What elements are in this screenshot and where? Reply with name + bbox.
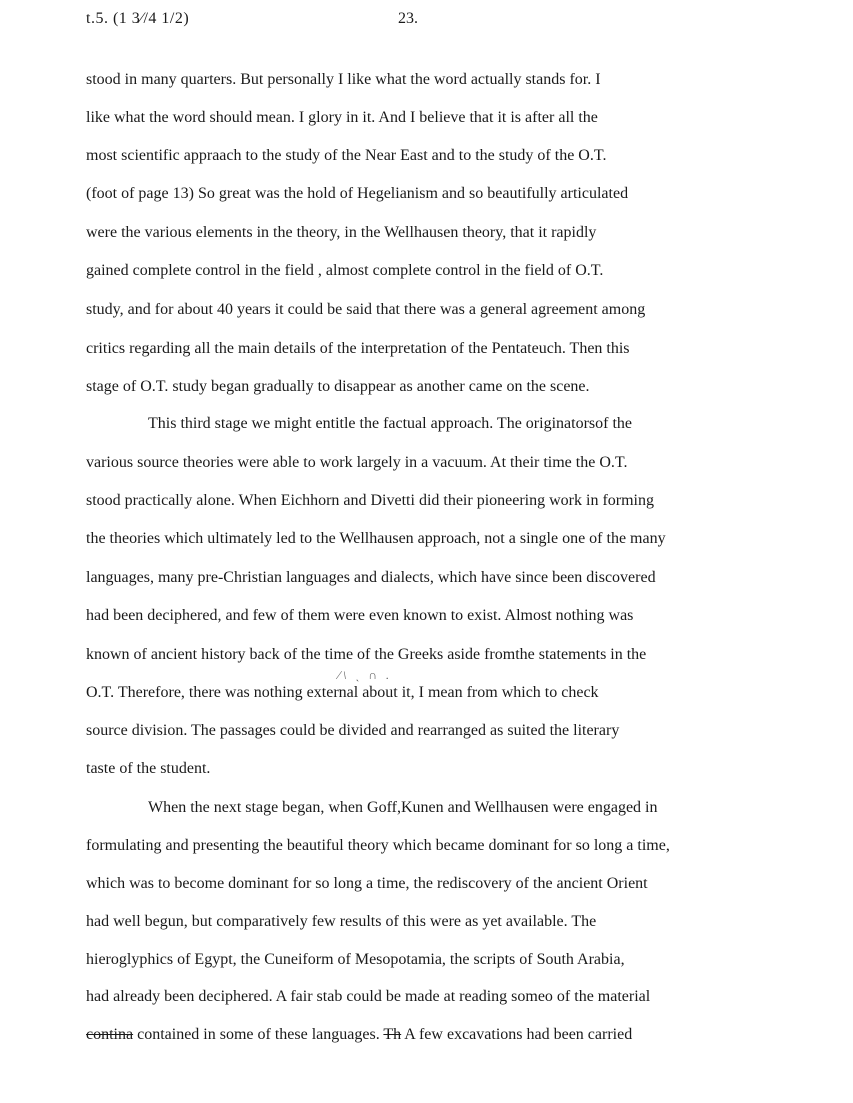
text-line: This third stage we might entitle the factual approach. The originatorsof the <box>148 415 632 432</box>
text-line: gained complete control in the field , almost complete control in the field of O.T. <box>86 262 604 279</box>
text-line: stood in many quarters. But personally I like what the word actually stands for. I <box>86 71 601 88</box>
text-line-last <box>86 1024 632 1046</box>
text-line: critics regarding all the main details of the interpretation of the Pentateuch. Then this <box>86 340 630 357</box>
text-line: languages, many pre-Christian languages and dialects, which have since been discovered <box>86 569 656 586</box>
page-header-code: t.5. (1 3⁄/4 1/2) <box>86 10 190 27</box>
text-line: study, and for about 40 years it could be said that there was a general agreement among <box>86 301 646 318</box>
struck-text: Th <box>383 1026 402 1043</box>
text-segment: contained in some of these languages. <box>133 1026 384 1043</box>
text-line: had well begun, but comparatively few results of this were as yet available. The <box>86 913 597 930</box>
text-line: were the various elements in the theory, in the Wellhausen theory, that it rapidly <box>86 224 597 241</box>
page-number: 23. <box>398 10 418 27</box>
text-line: taste of the student. <box>86 760 211 777</box>
text-line: had already been deciphered. A fair stab could be made at reading someo of the material <box>86 988 651 1005</box>
struck-text: contina <box>86 1026 134 1043</box>
text-line: known of ancient history back of the time of the Greeks aside fromthe statements in the <box>86 646 647 663</box>
text-line: which was to become dominant for so long a time, the rediscovery of the ancient Orient <box>86 875 648 892</box>
text-line: hieroglyphics of Egypt, the Cuneiform of Mesopotamia, the scripts of South Arabia, <box>86 951 625 968</box>
text-line: various source theories were able to work largely in a vacuum. At their time the O.T. <box>86 454 628 471</box>
text-line: most scientific appraach to the study of the Near East and to the study of the O.T. <box>86 147 607 164</box>
text-line: like what the word should mean. I glory in it. And I believe that it is after all the <box>86 109 598 126</box>
text-line: had been deciphered, and few of them were even known to exist. Almost nothing was <box>86 607 634 624</box>
text-line: stood practically alone. When Eichhorn and Divetti did their pioneering work in forming <box>86 492 654 509</box>
text-line: When the next stage began, when Goff,Kunen and Wellhausen were engaged in <box>148 799 658 816</box>
text-line: stage of O.T. study began gradually to disappear as another came on the scene. <box>86 378 590 395</box>
text-line: (foot of page 13) So great was the hold of Hegelianism and so beautifully articulated <box>86 185 629 202</box>
handwritten-mark: ∕\ ˎ ∩ . <box>338 668 392 682</box>
text-line: source division. The passages could be divided and rearranged as suited the literary <box>86 722 620 739</box>
text-line: O.T. Therefore, there was nothing external about it, I mean from which to check <box>86 684 599 701</box>
text-line: formulating and presenting the beautiful theory which became dominant for so long a time, <box>86 837 670 854</box>
text-segment: A few excavations had been carried <box>401 1026 633 1043</box>
text-line: the theories which ultimately led to the Wellhausen approach, not a single one of the many <box>86 530 666 547</box>
